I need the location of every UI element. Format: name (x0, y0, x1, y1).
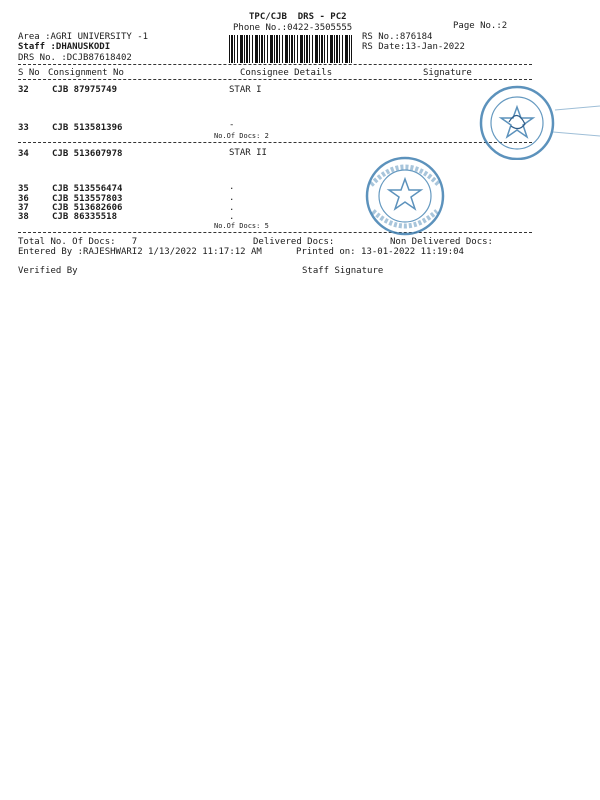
divider (18, 232, 532, 233)
column-header-consignee: Consignee Details (240, 68, 333, 78)
drs-number: DRS No. :DCJB87618402 (18, 53, 132, 63)
area-field: Area :AGRI UNIVERSITY -1 (18, 32, 149, 42)
staff-field: Staff :DHANUSKODI (18, 42, 111, 52)
row-sno: 32 (18, 85, 29, 95)
column-header-sno: S No (18, 68, 40, 78)
document-title: TPC/CJB DRS - PC2 (249, 12, 347, 22)
non-delivered-docs-label: Non Delivered Docs: (390, 237, 493, 247)
row-consignee: STAR II (229, 148, 267, 158)
column-header-consignment: Consignment No (48, 68, 124, 78)
docs-count-label: No.Of Docs: 5 (214, 222, 269, 230)
phone-number: Phone No.:0422-3505555 (233, 23, 353, 33)
row-sno: 37 (18, 203, 29, 213)
row-sno: 33 (18, 123, 29, 133)
row-consignee: . (229, 193, 235, 203)
divider (18, 79, 532, 80)
staff-signature-label: Staff Signature (302, 266, 384, 276)
company-seal-stamp (357, 155, 453, 237)
divider (18, 142, 532, 143)
delivered-docs-label: Delivered Docs: (253, 237, 335, 247)
column-header-signature: Signature (423, 68, 472, 78)
page-number: Page No.:2 (453, 21, 508, 31)
barcode-image (229, 35, 352, 63)
row-sno: 34 (18, 149, 29, 159)
printed-on: Printed on: 13-01-2022 11:19:04 (296, 247, 464, 257)
row-consignment: CJB 513682606 (52, 203, 123, 213)
docs-count-label: No.Of Docs: 2 (214, 132, 269, 140)
row-consignment: CJB 86335518 (52, 212, 118, 222)
rs-number: RS No.:876184 (362, 32, 433, 42)
row-consignee: - (229, 120, 235, 130)
row-sno: 35 (18, 184, 29, 194)
row-sno: 36 (18, 194, 29, 204)
row-consignee: . (229, 182, 235, 192)
row-consignment: CJB 87975749 (52, 85, 118, 95)
company-seal-stamp (473, 80, 600, 160)
row-consignment: CJB 513581396 (52, 123, 123, 133)
row-consignee: . (229, 212, 235, 222)
row-consignee: . (229, 203, 235, 213)
row-consignee: STAR I (229, 85, 262, 95)
total-docs: Total No. Of Docs: 7 (18, 237, 138, 247)
divider (18, 64, 532, 65)
row-consignment: CJB 513556474 (52, 184, 123, 194)
rs-date: RS Date:13-Jan-2022 (362, 42, 465, 52)
entered-by: Entered By :RAJESHWARI2 1/13/2022 11:17:12 AM (18, 247, 262, 257)
verified-by-label: Verified By (18, 266, 78, 276)
row-consignment: CJB 513607978 (52, 149, 123, 159)
row-sno: 38 (18, 212, 29, 222)
row-consignment: CJB 513557803 (52, 194, 123, 204)
